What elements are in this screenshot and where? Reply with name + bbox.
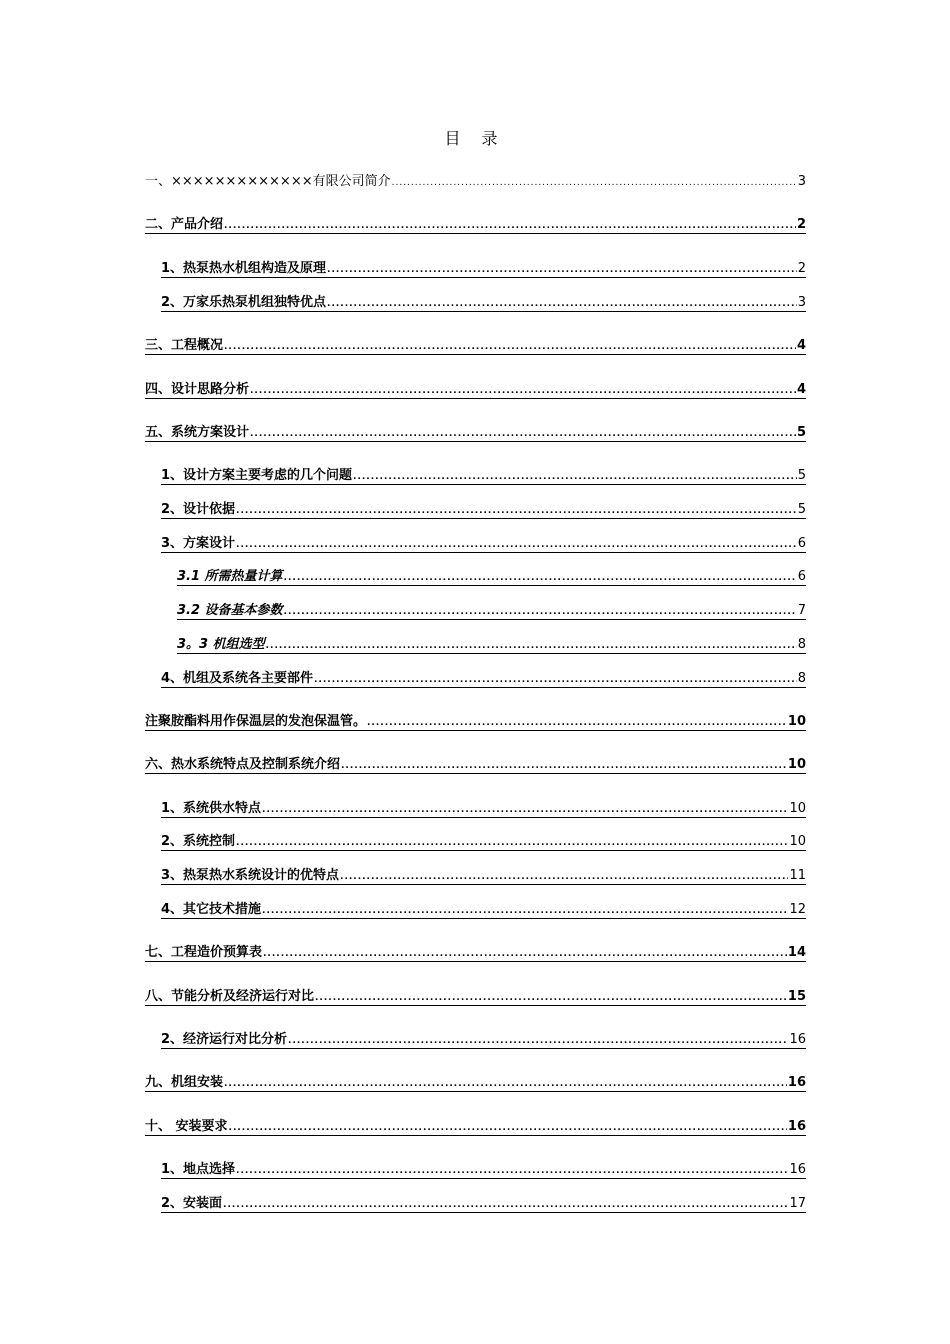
toc-entry-page: 5	[797, 468, 806, 483]
toc-entry-main-components[interactable]	[161, 669, 806, 688]
toc-entry-label: 八、节能分析及经济运行对比	[145, 989, 315, 1004]
toc-entry-energy-analysis[interactable]	[145, 987, 806, 1006]
toc-entry-page: 5	[797, 502, 806, 517]
toc-entry-design-analysis[interactable]	[145, 380, 806, 399]
toc-entry-scheme-design[interactable]	[161, 534, 806, 553]
toc-leader-dots	[224, 342, 796, 354]
toc-entry-page: 3	[797, 295, 806, 310]
toc-entry-page: 8	[797, 637, 806, 652]
toc-entry-page: 14	[787, 945, 806, 960]
toc-entry-design-merits[interactable]	[161, 866, 806, 885]
toc-leader-dots	[340, 872, 788, 884]
toc-entry-cost-budget[interactable]	[145, 943, 806, 962]
toc-leader-dots	[315, 993, 787, 1005]
toc-leader-dots	[223, 1200, 788, 1212]
toc-leader-dots	[236, 540, 797, 552]
toc-entry-label: 3、热泵热水系统设计的优特点	[161, 868, 340, 883]
toc-leader-dots	[327, 265, 797, 277]
toc-entry-water-supply[interactable]	[161, 799, 806, 818]
toc-entry-label: 1、热泵热水机组构造及原理	[161, 261, 327, 276]
toc-entry-project-overview[interactable]	[145, 336, 806, 355]
toc-leader-dots	[263, 949, 787, 961]
toc-entry-page: 16	[787, 1075, 806, 1090]
toc-entry-label: 六、热水系统特点及控制系统介绍	[145, 757, 341, 772]
toc-entry-label: 五、系统方案设计	[145, 425, 250, 440]
toc-entry-label: 三、工程概况	[145, 338, 224, 353]
toc-entry-design-issues[interactable]	[161, 466, 806, 485]
toc-entry-unit-installation[interactable]	[145, 1073, 806, 1092]
toc-entry-unique-advantages[interactable]	[161, 293, 806, 312]
toc-entry-label: 一、×××××××××××××有限公司简介	[145, 174, 391, 189]
toc-leader-dots	[327, 299, 797, 311]
toc-entry-heat-calculation[interactable]	[177, 567, 806, 586]
toc-entry-product-intro[interactable]	[145, 215, 806, 234]
toc-entry-label: 2、系统控制	[161, 834, 236, 849]
toc-entry-equipment-params[interactable]	[177, 601, 806, 620]
toc-leader-dots	[367, 718, 787, 730]
toc-entry-label: 2、万家乐热泵机组独特优点	[161, 295, 327, 310]
toc-entry-system-control[interactable]	[161, 832, 806, 851]
toc-entry-page: 7	[797, 603, 806, 618]
toc-entry-page: 16	[789, 1032, 806, 1047]
toc-entry-other-measures[interactable]	[161, 900, 806, 919]
page-title: 目 录	[444, 129, 506, 148]
toc-entry-label: 3、方案设计	[161, 536, 236, 551]
toc-entry-label: 二、产品介绍	[145, 217, 224, 232]
toc-entry-label: 3.2 设备基本参数	[177, 603, 283, 618]
toc-entry-unit-selection[interactable]	[177, 635, 806, 654]
toc-entry-page: 4	[796, 338, 806, 353]
toc-entry-foam-insulation[interactable]	[145, 712, 806, 731]
toc-entry-label: 3。3 机组选型	[177, 637, 265, 652]
toc-entry-page: 2	[797, 261, 806, 276]
toc-entry-label: 1、地点选择	[161, 1162, 236, 1177]
toc-entry-page: 6	[797, 569, 806, 584]
toc-entry-page: 5	[796, 425, 806, 440]
toc-entry-label: 4、机组及系统各主要部件	[161, 671, 314, 686]
toc-entry-page: 2	[796, 217, 806, 232]
toc-entry-page: 10	[789, 801, 806, 816]
toc-leader-dots	[224, 1079, 787, 1091]
toc-entry-label: 注聚胺酯料用作保温层的发泡保温管。	[145, 714, 367, 729]
toc-entry-label: 十、 安装要求	[145, 1119, 228, 1134]
toc-leader-dots	[262, 906, 788, 918]
toc-entry-label: 4、其它技术措施	[161, 902, 262, 917]
toc-leader-dots	[284, 573, 797, 585]
toc-entry-label: 2、经济运行对比分析	[161, 1032, 288, 1047]
toc-leader-dots	[392, 178, 797, 190]
toc-entry-heat-pump-structure[interactable]	[161, 259, 806, 278]
toc-leader-dots	[284, 607, 797, 619]
toc-entry-page: 10	[787, 714, 806, 729]
toc-entry-installation-requirements[interactable]	[145, 1117, 806, 1136]
toc-entry-label: 七、工程造价预算表	[145, 945, 263, 960]
toc-leader-dots	[250, 429, 796, 441]
toc-entry-company-intro[interactable]	[145, 172, 806, 190]
toc-entry-page: 8	[797, 671, 806, 686]
toc-entry-label: 2、安装面	[161, 1196, 223, 1211]
toc-leader-dots	[262, 805, 788, 817]
toc-leader-dots	[224, 221, 796, 233]
toc-entry-page: 16	[787, 1119, 806, 1134]
toc-entry-page: 4	[796, 382, 806, 397]
toc-entry-label: 3.1 所需热量计算	[177, 569, 283, 584]
toc-entry-economic-comparison[interactable]	[161, 1030, 806, 1049]
toc-leader-dots	[353, 472, 797, 484]
toc-leader-dots	[288, 1036, 788, 1048]
toc-entry-label: 2、设计依据	[161, 502, 236, 517]
toc-leader-dots	[236, 506, 797, 518]
toc-leader-dots	[236, 1166, 788, 1178]
toc-entry-site-selection[interactable]	[161, 1160, 806, 1179]
toc-entry-label: 九、机组安装	[145, 1075, 224, 1090]
toc-entry-label: 四、设计思路分析	[145, 382, 250, 397]
toc-entry-page: 12	[789, 902, 806, 917]
toc-entry-page: 10	[789, 834, 806, 849]
toc-entry-page: 6	[797, 536, 806, 551]
toc-entry-system-design[interactable]	[145, 423, 806, 442]
toc-entry-page: 11	[789, 868, 806, 883]
toc-leader-dots	[250, 386, 796, 398]
toc-leader-dots	[236, 838, 788, 850]
toc-entry-page: 17	[789, 1196, 806, 1211]
toc-entry-mounting-surface[interactable]	[161, 1194, 806, 1213]
toc-entry-label: 1、设计方案主要考虑的几个问题	[161, 468, 353, 483]
toc-leader-dots	[314, 675, 797, 687]
toc-entry-hot-water-system[interactable]	[145, 755, 806, 774]
toc-entry-page: 16	[789, 1162, 806, 1177]
toc-entry-design-basis[interactable]	[161, 500, 806, 519]
toc-entry-page: 3	[797, 174, 806, 189]
toc-leader-dots	[229, 1123, 787, 1135]
toc-leader-dots	[266, 641, 797, 653]
toc-leader-dots	[341, 761, 787, 773]
toc-entry-page: 15	[787, 989, 806, 1004]
toc-entry-page: 10	[787, 757, 806, 772]
toc-entry-label: 1、系统供水特点	[161, 801, 262, 816]
